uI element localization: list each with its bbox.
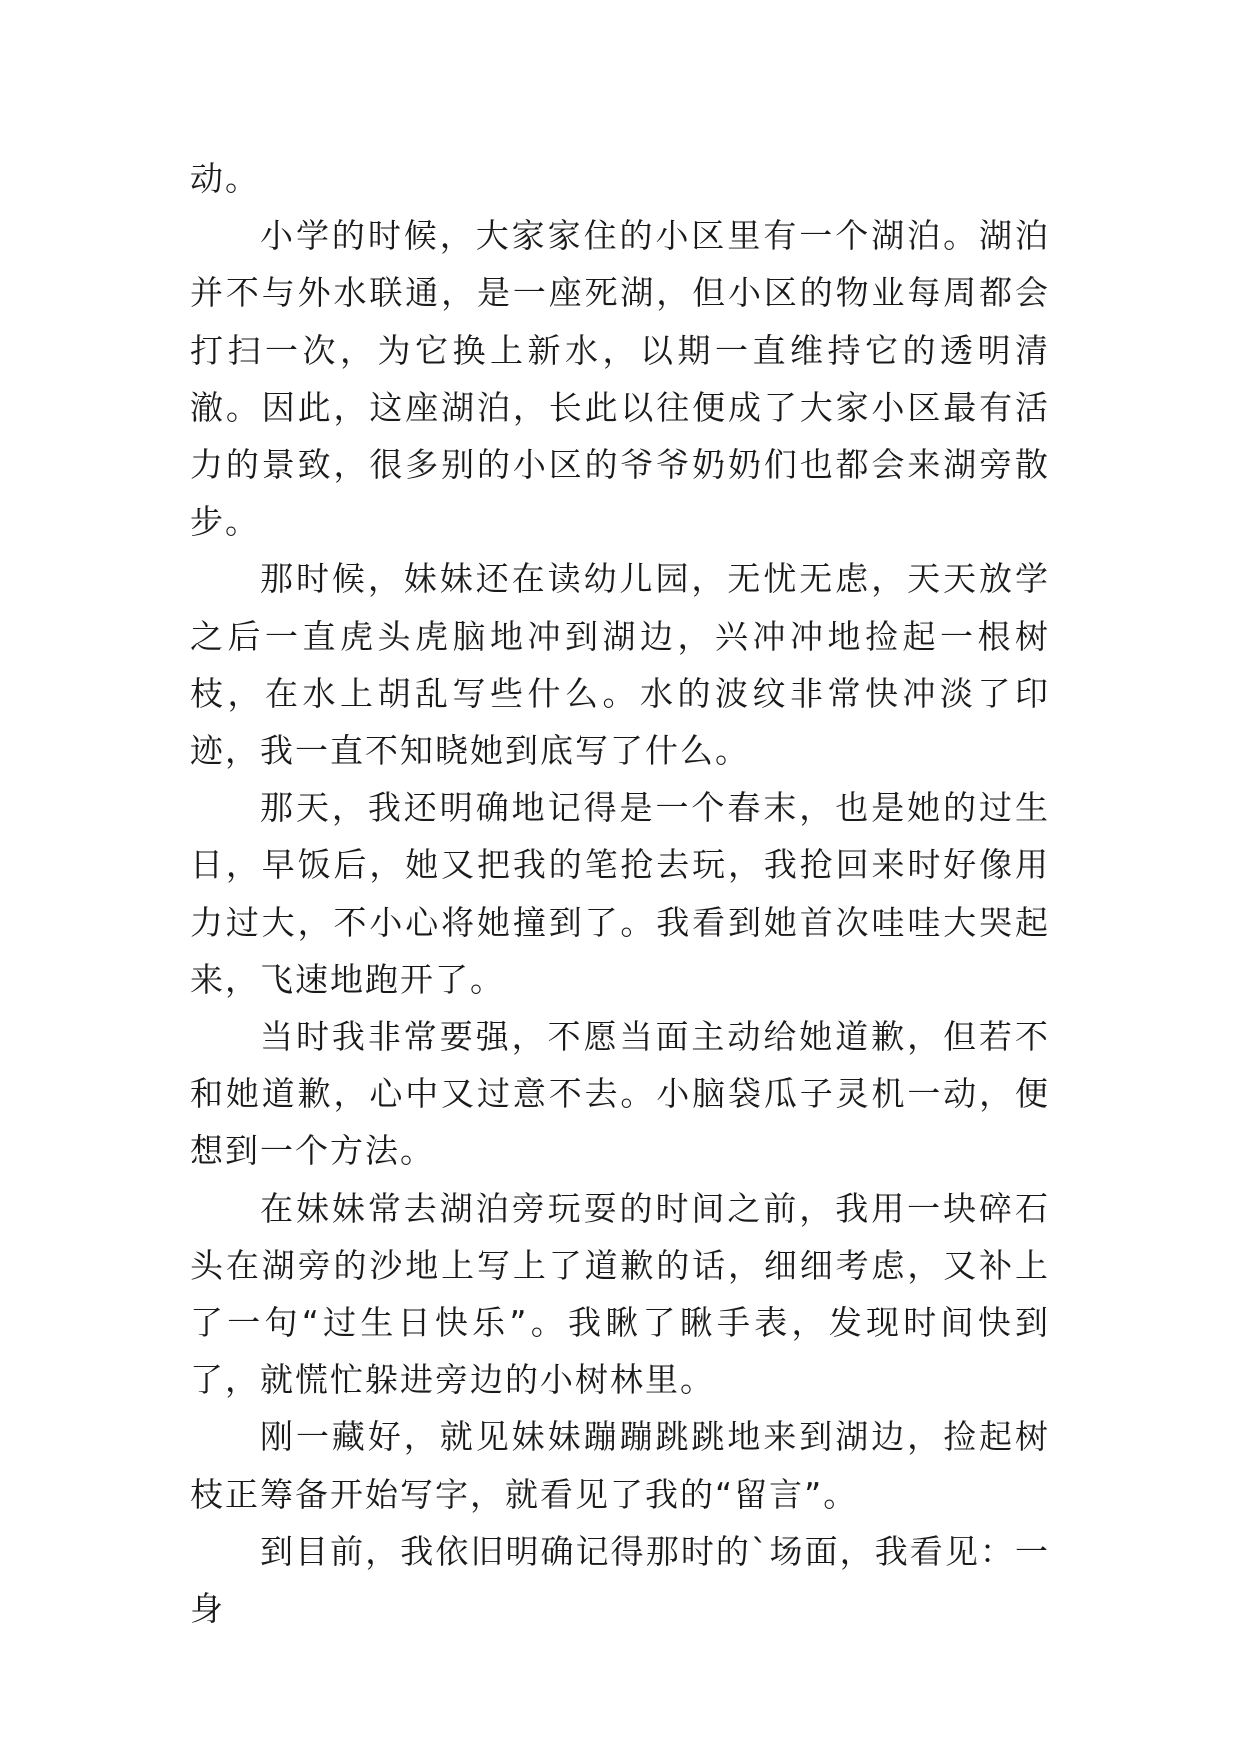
paragraph-continuation: 动。 (190, 159, 260, 198)
paragraph-birthday-incident: 那天，我还明确地记得是一个春末，也是她的过生日，早饭后，她又把我的笔抢去玩，我抢回来时好像用力过大，不小心将她撞到了。我看到她首次哇哇大哭起来，飞速地跑开了。 (190, 788, 1050, 999)
paragraph-lake-description: 小学的时候，大家家住的小区里有一个湖泊。湖泊并不与外水联通，是一座死湖，但小区的物业每周都会打扫一次，为它换上新水，以期一直维持它的透明清澈。因此，这座湖泊，长此以往便成了大家小区最有活力的景致，很多别的小区的爷爷奶奶们也都会来湖旁散步。 (190, 216, 1050, 542)
paragraph-apology-idea: 当时我非常要强，不愿当面主动给她道歉，但若不和她道歉，心中又过意不去。小脑袋瓜子灵机一动，便想到一个方法。 (190, 1017, 1050, 1171)
paragraph-sand-message: 在妹妹常去湖泊旁玩耍的时间之前，我用一块碎石头在湖旁的沙地上写上了道歉的话，细细考虑，又补上了一句“过生日快乐”。我瞅了瞅手表，发现时间快到了，就慌忙躲进旁边的小树林里。 (190, 1188, 1050, 1400)
paragraph-memory-scene: 到目前，我依旧明确记得那时的`场面，我看见：一身 (190, 1531, 1050, 1629)
paragraph-sister-kindergarten: 那时候，妹妹还在读幼儿园，无忧无虑，天天放学之后一直虎头虎脑地冲到湖边，兴冲冲地捡起一根树枝，在水上胡乱写些什么。水的波纹非常快冲淡了印迹，我一直不知晓她到底写了什么。 (190, 559, 1050, 771)
document-body (190, 150, 1050, 1637)
paragraph-sister-arrives: 刚一藏好，就见妹妹蹦蹦跳跳地来到湖边，捡起树枝正筹备开始写字，就看见了我的“留言”。 (190, 1417, 1050, 1514)
